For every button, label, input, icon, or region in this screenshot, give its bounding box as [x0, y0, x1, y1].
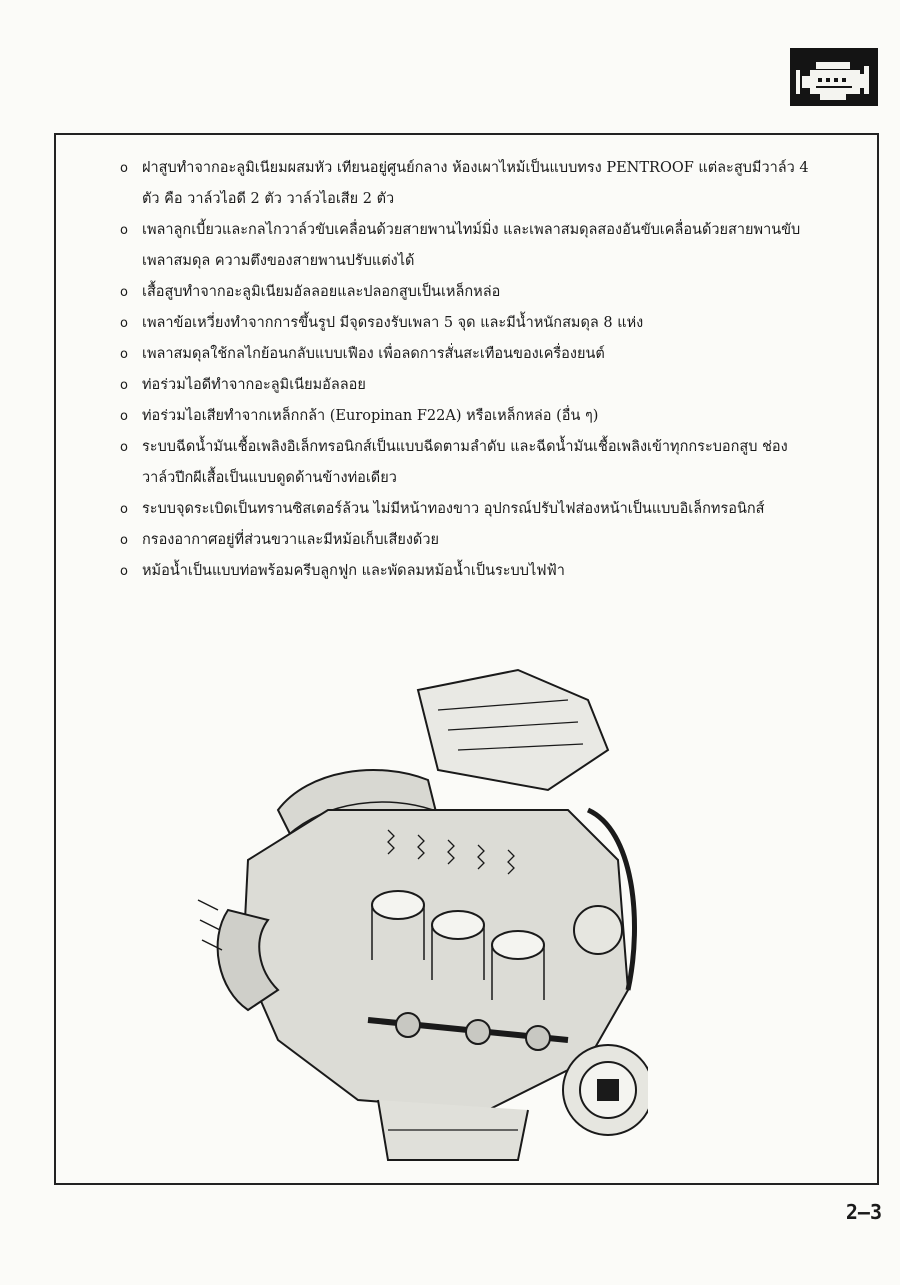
bullet-text: ฝาสูบทำจากอะลูมิเนียมผสมหัว เทียนอยู่ศูนย์กลาง ห้องเผาไหม้เป็นแบบทรง PENTROOF แต่ละสูบมีวาล์ว 4 ตัว คือ วาล์วไอดี 2 ตัว วาล์วไอเสีย 2 ตัว: [142, 160, 809, 207]
list-item: [120, 308, 810, 339]
bullet-marker: o: [120, 502, 128, 517]
page-number: 2–3: [845, 1200, 882, 1224]
bullet-marker: o: [120, 161, 128, 176]
bullet-marker: o: [120, 347, 128, 362]
engine-cutaway-illustration: [188, 660, 648, 1170]
bullet-text: ท่อร่วมไอดีทำจากอะลูมิเนียมอัลลอย: [142, 377, 366, 393]
feature-list: [120, 153, 810, 587]
bullet-text: เพลาลูกเบี้ยวและกลไกวาล์วขับเคลื่อนด้วยสายพานไทม์มิ่ง และเพลาสมดุลสองอันขับเคลื่อนด้วยสายพานขับเพลาสมดุล ความตึงของสายพานปรับแต่งได้: [142, 222, 801, 269]
list-item: [120, 215, 810, 277]
bullet-marker: o: [120, 316, 128, 331]
list-item: [120, 339, 810, 370]
list-item: [120, 432, 810, 494]
bullet-marker: o: [120, 285, 128, 300]
bullet-text: ระบบฉีดน้ำมันเชื้อเพลิงอิเล็กทรอนิกส์เป็นแบบฉีดตามลำดับ และฉีดน้ำมันเชื้อเพลิงเข้าทุกกระบอกสูบ ช่องวาล์วปีกผีเสื้อเป็นแบบดูดด้านข้างท่อเดียว: [142, 439, 788, 486]
engine-icon: [790, 48, 878, 106]
bullet-text: ระบบจุดระเบิดเป็นทรานซิสเตอร์ล้วน ไม่มีหน้าทองขาว อุปกรณ์ปรับไฟส่องหน้าเป็นแบบอิเล็กทรอนิกส์: [142, 501, 765, 517]
bullet-marker: o: [120, 378, 128, 393]
bullet-marker: o: [120, 440, 128, 455]
bullet-text: เพลาข้อเหวี่ยงทำจากการขึ้นรูป มีจุดรองรับเพลา 5 จุด และมีน้ำหนักสมดุล 8 แห่ง: [142, 315, 644, 331]
bullet-marker: o: [120, 533, 128, 548]
list-item: [120, 370, 810, 401]
bullet-text: ท่อร่วมไอเสียทำจากเหล็กกล้า (Europinan F22A) หรือเหล็กหล่อ (อื่น ๆ): [142, 408, 599, 424]
bullet-text: เพลาสมดุลใช้กลไกย้อนกลับแบบเฟือง เพื่อลดการสั่นสะเทือนของเครื่องยนต์: [142, 346, 605, 362]
bullet-marker: o: [120, 564, 128, 579]
bullet-marker: o: [120, 223, 128, 238]
list-item: [120, 401, 810, 432]
list-item: [120, 556, 810, 587]
bullet-text: หม้อน้ำเป็นแบบท่อพร้อมครีบลูกฟูก และพัดลมหม้อน้ำเป็นระบบไฟฟ้า: [142, 563, 565, 579]
bullet-marker: o: [120, 409, 128, 424]
list-item: [120, 494, 810, 525]
list-item: [120, 277, 810, 308]
list-item: [120, 525, 810, 556]
bullet-text: กรองอากาศอยู่ที่ส่วนขวาและมีหม้อเก็บเสียงด้วย: [142, 532, 439, 548]
list-item: [120, 153, 810, 215]
content-frame: [54, 133, 879, 1185]
bullet-text: เสื้อสูบทำจากอะลูมิเนียมอัลลอยและปลอกสูบเป็นเหล็กหล่อ: [142, 284, 501, 300]
